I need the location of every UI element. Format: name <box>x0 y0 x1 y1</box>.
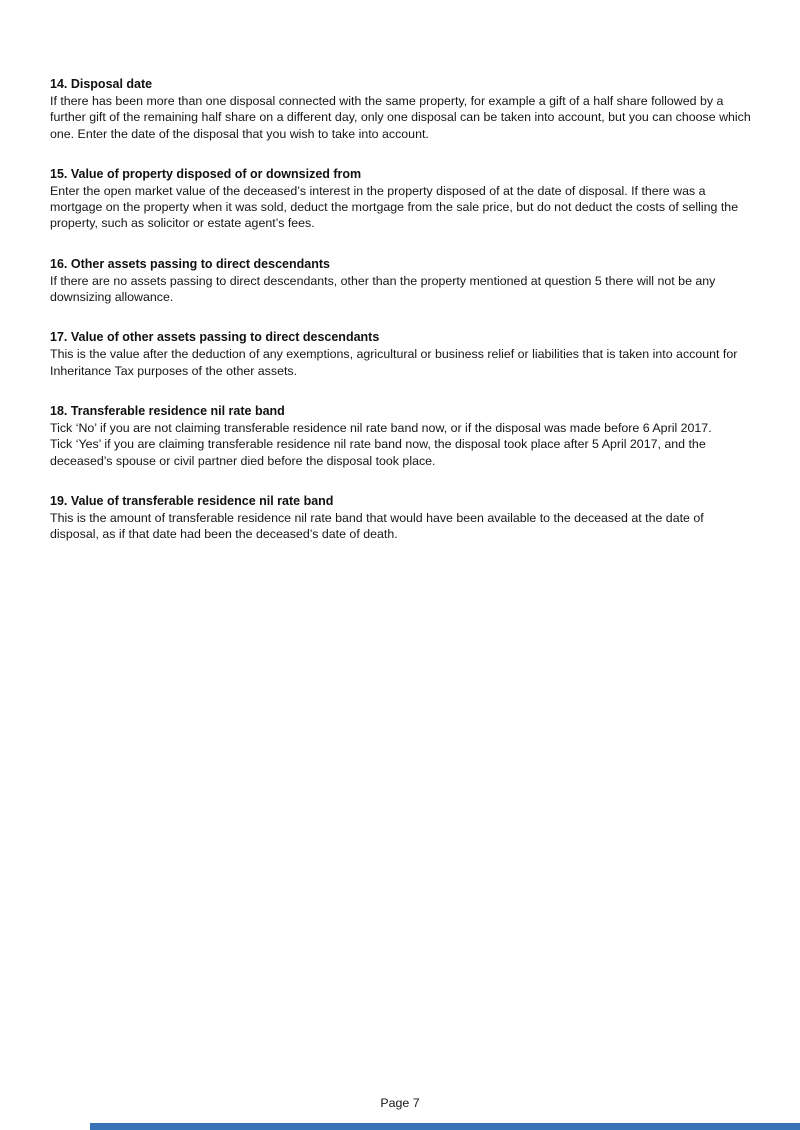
section-18-heading: 18. Transferable residence nil rate band <box>50 403 285 418</box>
section-19-heading: 19. Value of transferable residence nil rate band <box>50 493 334 508</box>
section-16-heading: 16. Other assets passing to direct descendants <box>50 256 330 271</box>
section-19-value-of-transferable-rnrb <box>50 493 753 543</box>
section-18-body-line-2: Tick ‘Yes’ if you are claiming transferable residence nil rate band now, the disposal took place after 5 April 2017, and the deceased’s spouse or civil partner died before the disposal took place. <box>50 437 706 468</box>
page-number: Page 7 <box>380 1096 420 1110</box>
section-19-body: This is the amount of transferable residence nil rate band that would have been available to the deceased at the date of disposal, as if that date had been the deceased’s date of death. <box>50 510 704 542</box>
section-16-body: If there are no assets passing to direct descendants, other than the property mentioned at question 5 there will not be any downsizing allowance. <box>50 273 716 305</box>
bottom-accent-bar <box>90 1123 800 1130</box>
section-15-value-of-property <box>50 166 753 232</box>
section-18-body-line-1: Tick ‘No’ if you are not claiming transferable residence nil rate band now, or if the disposal was made before 6 April 2017. <box>50 420 712 435</box>
section-14-body: If there has been more than one disposal connected with the same property, for example a gift of a half share followed by a further gift of the remaining half share on a different day, only one disposal can be taken into account, but you can choose which one. Enter the date of the disposal that you wish to take into account. <box>50 94 751 141</box>
section-17-value-of-other-assets <box>50 329 753 379</box>
section-15-heading: 15. Value of property disposed of or downsized from <box>50 166 362 181</box>
section-16-other-assets <box>50 256 753 306</box>
section-17-heading: 17. Value of other assets passing to direct descendants <box>50 330 380 345</box>
section-15-body: Enter the open market value of the deceased’s interest in the property disposed of at the date of disposal. If there was a mortgage on the property when it was sold, deduct the mortgage from the sale price, but do not deduct the costs of selling the property, such as solicitor or estate agent’s fees. <box>50 183 739 231</box>
section-14-disposal-date <box>50 76 753 142</box>
section-14-heading: 14. Disposal date <box>50 77 153 91</box>
section-18-transferable-rnrb <box>50 403 753 469</box>
section-17-body: This is the value after the deduction of any exemptions, agricultural or business relief or liabilities that is taken into account for Inheritance Tax purposes of the other assets. <box>50 347 738 378</box>
notes-content <box>50 76 753 566</box>
